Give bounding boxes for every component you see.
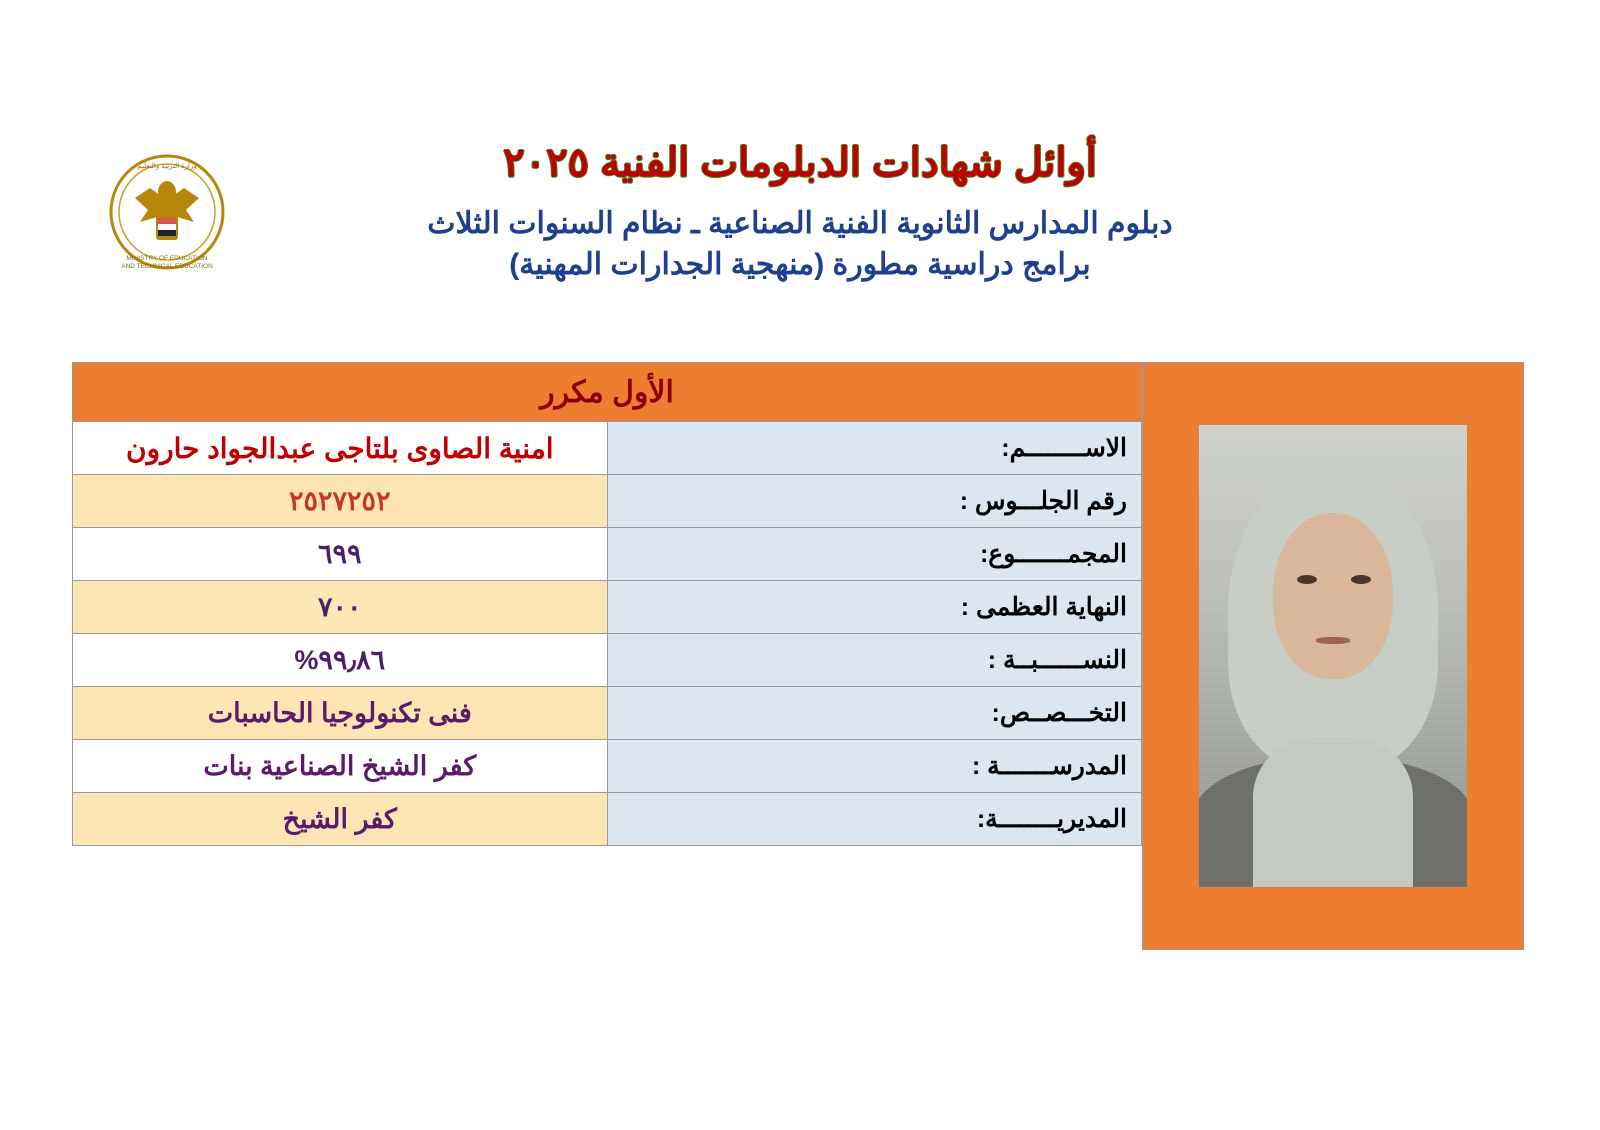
- row-value-school: كفر الشيخ الصناعية بنات: [73, 740, 608, 793]
- student-info-table: [72, 362, 1142, 846]
- table-row: [73, 422, 1142, 475]
- svg-text:MINISTRY OF EDUCATION: MINISTRY OF EDUCATION: [126, 255, 208, 262]
- subtitle-line-2: برامج دراسية مطورة (منهجية الجدارات المهنية): [509, 247, 1091, 281]
- table-row: [73, 740, 1142, 793]
- row-label-seat-number: رقم الجلـــوس :: [607, 475, 1142, 528]
- rank-row: [73, 363, 1142, 422]
- row-value-total: ٦٩٩: [73, 528, 608, 581]
- table-row: [73, 475, 1142, 528]
- page-title: أوائل شهادات الدبلومات الفنية ٢٠٢٥: [503, 141, 1097, 185]
- row-label-specialization: التخـــصــص:: [607, 687, 1142, 740]
- student-photo-frame: [1142, 362, 1524, 950]
- table-row: [73, 528, 1142, 581]
- subtitle-line-1: دبلوم المدارس الثانوية الفنية الصناعية ـ نظام السنوات الثلاث: [427, 207, 1173, 240]
- row-label-percentage: النســــــبــة :: [607, 634, 1142, 687]
- table-row: [73, 793, 1142, 846]
- table-row: [73, 687, 1142, 740]
- student-photo: [1199, 425, 1467, 887]
- row-label-name: الاســــــــم:: [607, 422, 1142, 475]
- svg-text:AND TECHNICAL EDUCATION: AND TECHNICAL EDUCATION: [121, 263, 213, 270]
- row-value-specialization: فنى تكنولوجيا الحاسبات: [73, 687, 608, 740]
- rank-label: الأول مكرر: [73, 363, 1142, 422]
- row-label-school: المدرســـــــة :: [607, 740, 1142, 793]
- row-label-max-score: النهاية العظمى :: [607, 581, 1142, 634]
- photo-grain-overlay: [1199, 425, 1467, 887]
- row-label-directorate: المديريــــــــة:: [607, 793, 1142, 846]
- row-value-name: امنية الصاوى بلتاجى عبدالجواد حارون: [73, 422, 608, 475]
- document-header: [0, 0, 1600, 355]
- table-row: [73, 581, 1142, 634]
- row-value-directorate: كفر الشيخ: [73, 793, 608, 846]
- title-block: [0, 138, 1600, 285]
- row-value-percentage: ٩٩٫٨٦%: [73, 634, 608, 687]
- row-label-total: المجمـــــــوع:: [607, 528, 1142, 581]
- row-value-seat-number: ٢٥٢٧٢٥٢: [73, 475, 608, 528]
- table-row: [73, 634, 1142, 687]
- student-card: [72, 362, 1524, 950]
- svg-text:وزارة التربية والتعليم: وزارة التربية والتعليم: [137, 163, 197, 170]
- row-value-max-score: ٧٠٠: [73, 581, 608, 634]
